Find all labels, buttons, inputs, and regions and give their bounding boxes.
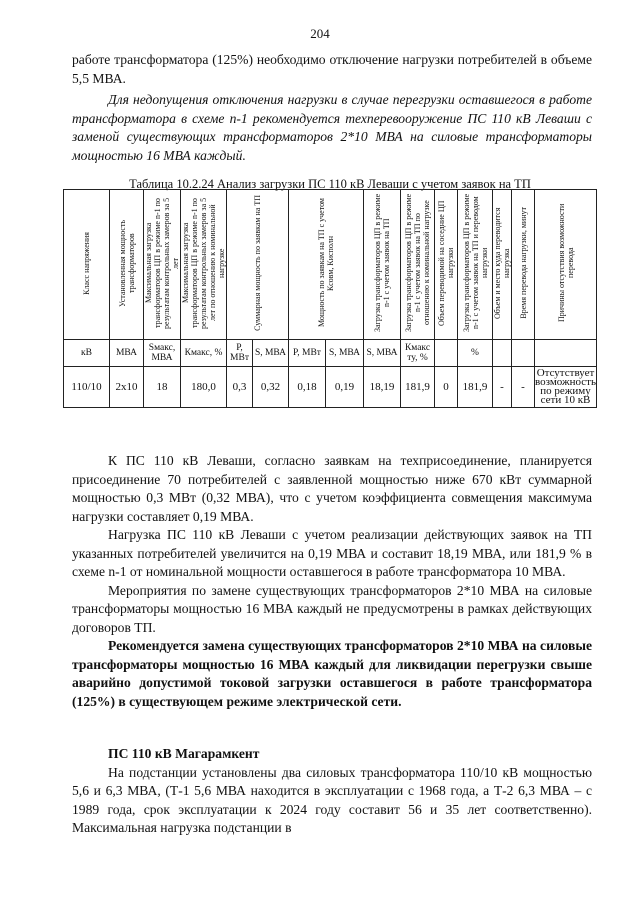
section-title: ПС 110 кВ Магарамкент (108, 746, 260, 761)
paragraph-recommendation: Рекомендуется замена существующих трансформаторов 2*10 МВА на силовые трансформаторы мощностью 16 МВА каждый для ликвидации перегрузки свыше аварийно допустимой токовой загрузки оставшегося в работе трансформатора (125%) в существующем режиме электрической сети. (72, 638, 592, 709)
unit-cell: % (458, 340, 493, 367)
unit-cell: S, МВА (364, 340, 401, 367)
italic-text: Для недопущения отключения нагрузки в случае перегрузки оставшегося в работе трансформатора в схеме n-1 рекомендуется техперевооружение ПС 110 кВ Леваши с заменой существующих трансформаторов 2*10 МВА на силовые трансформаторы мощностью 16 МВА каждый. (72, 92, 592, 163)
cell-place: - (493, 367, 512, 408)
cell-p2: 0,18 (289, 367, 326, 408)
italic-recommendation (72, 91, 592, 165)
cell-smax: 18 (144, 367, 181, 408)
unit-cell: Sмакс, МВА (144, 340, 181, 367)
header-cell: Загрузка трансформаторов ЦП в режиме n-1 с учетом заявок на ТП и переводом нагрузки (458, 190, 493, 340)
paragraph-measures: Мероприятия по замене существующих трансформаторов 2*10 МВА на силовые трансформаторы мощностью 16 МВА каждый не предусмотрены в рамках действующих договоров ТП. (72, 582, 592, 635)
header-cell: Объем переводимой на соседние ЦП нагрузки (435, 190, 458, 340)
header-cell: Загрузка трансформаторов ЦП в режиме n-1 с учетом заявок на ТП (364, 190, 401, 340)
unit-cell (512, 340, 535, 367)
cell-s2: 0,19 (326, 367, 364, 408)
section-magaramkent (72, 745, 592, 838)
header-row (64, 190, 597, 340)
header-cell: Мощность по заявкам на ТП с учетом Ксовм, Кисполн (289, 190, 364, 340)
unit-cell (435, 340, 458, 367)
unit-cell: Кмакс ту, % (401, 340, 435, 367)
unit-cell: кВ (64, 340, 110, 367)
cell-reason: Отсутствует возможность по режиму сети 10 кВ (535, 367, 596, 406)
header-cell: Максимальная загрузка трансформаторов ЦП в режиме n-1 по результатам контрольных замеров за 5 лет по отношению к номинальной нагрузке (181, 190, 227, 340)
header-cell: Загрузка трансформаторов ЦП в режиме n-1 с учетом заявок на ТП по отношению к номинальной нагрузке (401, 190, 435, 340)
header-cell: Максимальная загрузка трансформаторов ЦП в режиме n-1 по результатам контрольных замеров за 5 лет (144, 190, 181, 340)
header-cell: Объем и место куда переводится нагрузка (493, 190, 512, 340)
cell-s: 0,32 (253, 367, 289, 408)
paragraph-applications: К ПС 110 кВ Леваши, согласно заявкам на техприсоединение, планируется присоединение 70 потребителей с заявленной мощностью ниже 670 кВт суммарной мощностью 0,3 МВт (0,32 МВА), что с учетом коэффициента совмещения максимума нагрузки составляет 0,19 МВА. (72, 453, 592, 524)
cell-voltage: 110/10 (64, 367, 110, 408)
load-analysis-table (63, 189, 597, 408)
table-row (64, 367, 597, 408)
cell-transfer: 0 (435, 367, 458, 408)
header-cell: Суммарная мощность по заявкам на ТП (227, 190, 289, 340)
cell-kmax-tu: 181,9 (401, 367, 435, 408)
unit-cell (493, 340, 512, 367)
intro-text: работе трансформатора (125%) необходимо отключение нагрузки потребителей в объеме 5,5 МВА. (72, 52, 592, 86)
header-cell: Причины отсутствия возможности перевода (535, 190, 597, 340)
cell-kmax: 180,0 (181, 367, 227, 408)
unit-cell: P, МВт (289, 340, 326, 367)
unit-cell: S, МВА (253, 340, 289, 367)
cell-p: 0,3 (227, 367, 253, 408)
header-cell: Класс напряжения (64, 190, 110, 340)
unit-cell (535, 340, 597, 367)
page-number: 204 (310, 26, 330, 41)
unit-cell: S, МВА (326, 340, 364, 367)
unit-cell: P, МВт (227, 340, 253, 367)
cell-time: - (512, 367, 535, 408)
body-paragraphs (72, 452, 592, 711)
unit-row (64, 340, 597, 367)
paragraph-magaramkent: На подстанции установлены два силовых трансформатора 110/10 кВ мощностью 5,6 и 6,3 МВА, (Т-1 5,6 МВА находится в эксплуатации с 1968 года, а Т-2 6,3 МВА – с 1989 года, срок эксплуатации к 2024 году составит 56 и 35 лет соответственно). Максимальная нагрузка подстанции в (72, 764, 592, 835)
table-caption: Таблица 10.2.24 Анализ загрузки ПС 110 кВ Леваши с учетом заявок на ТП (129, 177, 531, 191)
header-cell: Время перевода нагрузки, минут (512, 190, 535, 340)
intro-paragraph (72, 51, 592, 88)
paragraph-load-increase: Нагрузка ПС 110 кВ Леваши с учетом реализации действующих заявок на ТП указанных потребителей увеличится на 0,19 МВА и составит 18,19 МВА, или 181,9 % в схеме n-1 от номинальной мощности оставшегося в работе трансформатора 10 МВА. (72, 527, 592, 579)
unit-cell: Кмакс, % (181, 340, 227, 367)
cell-s3: 18,19 (364, 367, 401, 408)
header-cell: Установленная мощность трансформаторов (110, 190, 144, 340)
cell-load-after: 181,9 (458, 367, 493, 408)
cell-installed: 2х10 (110, 367, 144, 408)
unit-cell: МВА (110, 340, 144, 367)
